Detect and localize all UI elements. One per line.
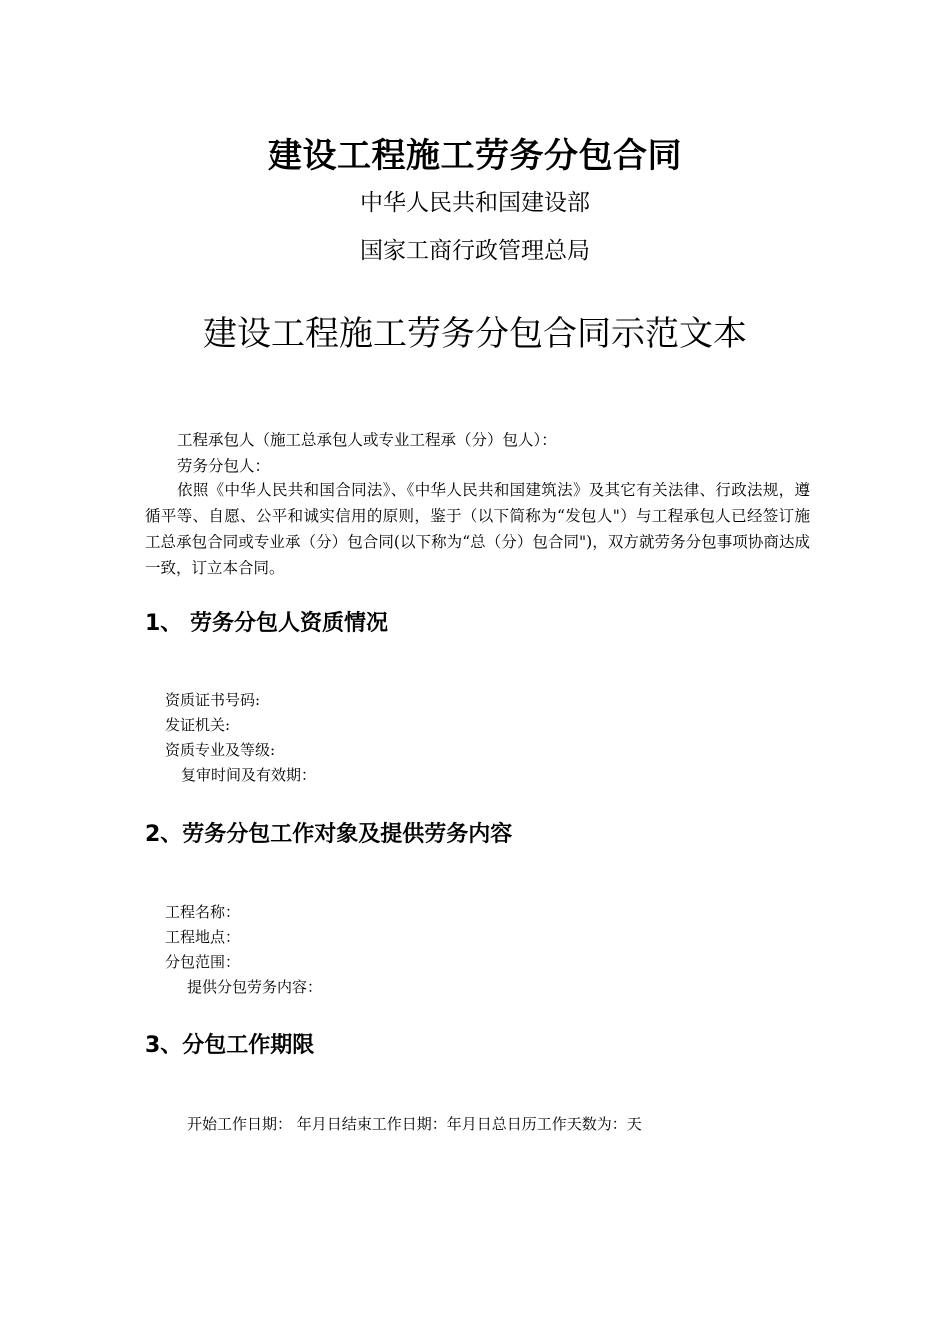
- section-heading-qualification: 1、 劳务分包人资质情况: [145, 611, 388, 636]
- section-heading-work-period: 3、分包工作期限: [145, 1033, 315, 1058]
- issuer-ministry: 中华人民共和国建设部: [360, 190, 590, 216]
- document-title: 建设工程施工劳务分包合同: [268, 136, 682, 176]
- field-certificate-number: 资质证书号码:: [165, 691, 261, 709]
- preamble-paragraph: 依照《中华人民共和国合同法》、《中华人民共和国建筑法》及其它有关法律、行政法规，遵循平等、自愿、公平和诚实信用的原则，鉴于（以下简称为“发包人"）与工程承包人已经签订施工总承包合同或专业承（分）包合同(以下称为“总（分）包合同")，双方就劳务分包事项协商达成一致，订立本合同。: [145, 481, 810, 577]
- field-project-location: 工程地点：: [165, 928, 241, 946]
- section-heading-work-scope: 2、劳务分包工作对象及提供劳务内容: [145, 822, 513, 847]
- model-text-title: 建设工程施工劳务分包合同示范文本: [203, 314, 747, 354]
- field-work-dates: 开始工作日期： 年月日结束工作日期：年月日总日历工作天数为：天: [187, 1115, 642, 1133]
- field-labor-content: 提供分包劳务内容：: [187, 978, 323, 996]
- field-review-validity: 复审时间及有效期：: [181, 766, 317, 784]
- issuer-administration: 国家工商行政管理总局: [360, 238, 590, 264]
- field-issuing-authority: 发证机关:: [165, 716, 231, 734]
- contractor-line: 工程承包人（施工总承包人或专业工程承（分）包人）：: [177, 431, 557, 449]
- subcontractor-line: 劳务分包人：: [177, 457, 271, 475]
- field-qualification-grade: 资质专业及等级:: [165, 741, 276, 759]
- field-subcontract-scope: 分包范围：: [165, 953, 241, 971]
- field-project-name: 工程名称：: [165, 903, 241, 921]
